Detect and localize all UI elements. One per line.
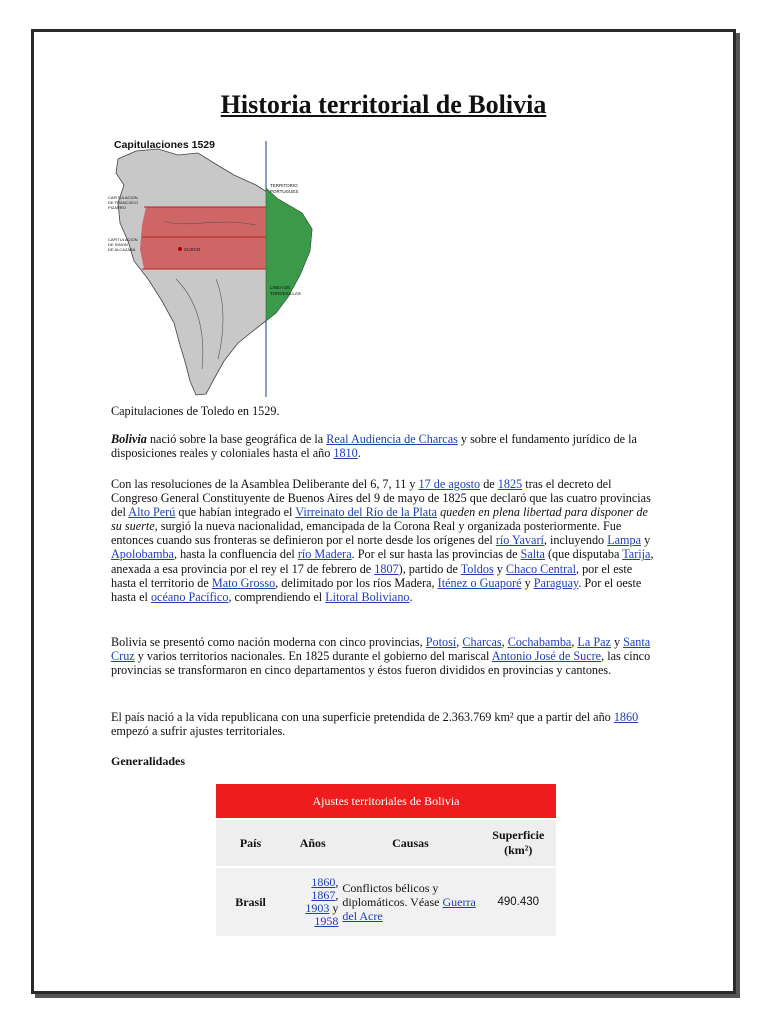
link-potosi[interactable]: Potosí — [425, 635, 457, 649]
link-1860[interactable]: 1860 — [613, 710, 639, 724]
cell-superficie: 490.430 — [481, 867, 556, 936]
paragraph-1: Bolivia nació sobre la base geográfica de la Real Audiencia de Charcas y sobre el fundamento jurídico de la disposiciones reales y coloniales hasta el año 1810. — [111, 432, 637, 461]
capitulaciones-map-image — [106, 129, 318, 397]
cell-anos: 1860, 1867, 1903 y 1958 — [285, 867, 340, 936]
svg-text:CAPITULACION DE SIMON: CAPITULACION DE SIMON DE ALCAZABA — [108, 237, 138, 252]
table-caption: Ajustes territoriales de Bolivia — [216, 784, 556, 819]
link-salta[interactable]: Salta — [520, 547, 545, 562]
svg-text:LINEA DE TORDESILLAS: LINEA DE TORDESILLAS — [270, 285, 301, 296]
link-tarija[interactable]: Tarija — [622, 547, 651, 562]
link-toldos[interactable]: Toldos — [460, 561, 494, 576]
svg-text:TERRITORIO PORTUGUES: TERRITORIO PORTUGUES — [270, 183, 299, 194]
svg-text:CAPITULACION DE FRANCISC: CAPITULACION DE FRANCISCO PIZARRO — [108, 195, 139, 210]
paragraph-4: El país nació a la vida republicana con una superficie pretendida de 2.363.769 km² que a partir del año 1860 empezó a sufrir ajustes territoriales. — [111, 710, 639, 739]
header-pais: País — [216, 819, 285, 867]
link-1810[interactable]: 1810 — [333, 446, 358, 461]
section-heading-generalidades: Generalidades — [111, 754, 185, 768]
link-oceano-pacifico[interactable]: océano Pacífico — [150, 589, 229, 604]
link-virreinato-rio-plata[interactable]: Virreinato del Río de la Plata — [295, 505, 438, 520]
link-paraguay[interactable]: Paraguay — [533, 575, 579, 590]
table-header-row — [216, 819, 556, 867]
link-rio-yavari[interactable]: río Yavarí — [495, 533, 544, 548]
paragraph-3: Bolivia se presentó como nación moderna con cinco provincias, Potosí, Charcas, Cochabamba, La Paz y Santa Cruz y varios territorios nacionales. En 1825 durante el gobierno del mariscal Antonio José de Sucre, las cinco provincias se transformaron en cinco departamentos y éstos fueron divididos en provincias y cantones. — [111, 635, 651, 678]
cell-causas: Conflictos bélicos y diplomáticos. Véase Guerra del Acre — [340, 867, 480, 936]
link-antonio-jose-de-sucre[interactable]: Antonio José de Sucre — [491, 649, 602, 664]
table-row — [216, 867, 556, 936]
link-santa-cruz[interactable]: Santa Cruz — [111, 635, 651, 664]
document-frame — [31, 29, 736, 994]
link-year-1958[interactable]: 1958 — [314, 914, 339, 928]
link-itenez-guapore[interactable]: Iténez o Guaporé — [437, 575, 522, 590]
page-title: Historia territorial de Bolivia — [220, 90, 547, 119]
bolivia-lead: Bolivia — [111, 432, 147, 446]
paragraph-2: Con las resoluciones de la Asamblea Deliberante del 6, 7, 11 y 17 de agosto de 1825 tras el decreto del Congreso General Constituyente de Buenos Aires del 9 de mayo de 1825 que declaró que las cuatro provincias del Alto Perú que habían integrado el Virreinato del Río de la Plata queden en plena libertad para disponer de su suerte, surgió la nueva nacionalidad, emancipada de la Corona Real y organizada posteriormente. Fue entonces cuando sus fronteras se definieron por el norte desde los orígenes del río Yavarí, incluyendo Lampa y Apolobamba, hasta la confluencia del río Madera. Por el sur hasta las provincias de Salta (que disputaba Tarija, anexada a esa provincia por el rey el 17 de febrero de 1807), partido de Toldos y Chaco Central, por el este hasta el territorio de Mato Grosso, delimitado por los ríos Madera, Iténez o Guaporé y Paraguay. Por el oeste hasta el océano Pacífico, comprendiendo el Litoral Boliviano. — [111, 477, 654, 604]
header-anos: Años — [285, 819, 340, 867]
map-caption: Capitulaciones de Toledo en 1529. — [111, 404, 280, 418]
link-cochabamba[interactable]: Cochabamba — [507, 635, 572, 649]
link-year-1860[interactable]: 1860 — [311, 875, 336, 889]
link-17-agosto[interactable]: 17 de agosto — [418, 477, 481, 491]
link-year-1903[interactable]: 1903 — [305, 901, 330, 915]
header-superficie: Superficie (km²) — [481, 819, 556, 867]
svg-text:Capitulaciones 1529: Capitulaciones 1529 — [114, 139, 215, 151]
link-charcas[interactable]: Charcas — [462, 635, 502, 649]
link-year-1867[interactable]: 1867 — [311, 888, 336, 902]
link-apolobamba[interactable]: Apolobamba — [111, 547, 174, 562]
link-la-paz[interactable]: La Paz — [577, 635, 611, 649]
link-mato-grosso[interactable]: Mato Grosso — [211, 575, 276, 590]
link-lampa[interactable]: Lampa — [607, 533, 642, 548]
cell-pais: Brasil — [216, 867, 285, 936]
link-litoral-boliviano[interactable]: Litoral Boliviano — [325, 589, 410, 604]
document-page — [34, 32, 733, 991]
link-1807[interactable]: 1807 — [374, 561, 399, 576]
link-1825[interactable]: 1825 — [497, 477, 523, 491]
svg-text:CUSCO: CUSCO — [184, 247, 201, 252]
header-causas: Causas — [340, 819, 480, 867]
link-alto-peru[interactable]: Alto Perú — [128, 505, 176, 520]
link-rio-madera[interactable]: río Madera — [297, 547, 352, 562]
ajustes-territoriales-table — [216, 784, 556, 936]
link-guerra-del-acre[interactable]: Guerra del Acre — [342, 895, 476, 923]
link-real-audiencia-charcas[interactable]: Real Audiencia de Charcas — [326, 432, 458, 446]
link-chaco-central[interactable]: Chaco Central — [505, 561, 576, 576]
